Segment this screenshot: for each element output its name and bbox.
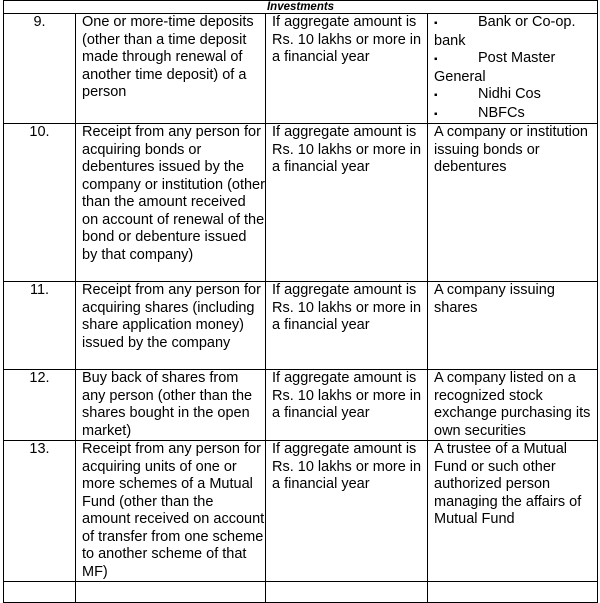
reporting-entity: A company listed on a recognized stock exchange purchasing its own securities [428,370,598,441]
serial-number: 13. [4,441,76,582]
filer-list [434,14,597,123]
table-row [4,14,598,124]
list-item [434,50,597,86]
investments-table [3,0,598,603]
threshold-amount: If aggregate amount is Rs. 10 lakhs or more in a financial year [266,441,428,582]
threshold-amount: If aggregate amount is Rs. 10 lakhs or more in a financial year [266,370,428,441]
list-item [434,86,597,105]
bullet-icon [434,50,470,69]
list-item [434,14,597,50]
table-row [4,441,598,582]
serial-number: 10. [4,124,76,282]
filer-label: Post Master General [434,50,556,85]
transaction-nature: One or more-time deposits (other than a time deposit made through renewal of another time deposit) of a person [76,14,266,124]
list-item [434,105,597,124]
bullet-icon [434,14,470,33]
threshold-amount: If aggregate amount is Rs. 10 lakhs or more in a financial year [266,124,428,282]
table-row [4,124,598,282]
transaction-nature: Buy back of shares from any person (other than the shares bought in the open market) [76,370,266,441]
filer-label: Bank or Co-op. bank [434,14,576,49]
serial-number: 11. [4,282,76,370]
filer-label: Nidhi Cos [478,86,541,102]
transaction-nature: Receipt from any person for acquiring shares (including share application money) issued by the company [76,282,266,370]
table-row [4,282,598,370]
transaction-nature: Receipt from any person for acquiring units of one or more schemes of a Mutual Fund (other than the amount received on account of transfer from one scheme to another scheme of that MF) [76,441,266,582]
bullet-icon [434,86,470,105]
transaction-nature: Receipt from any person for acquiring bonds or debentures issued by the company or institution (other than the amount received on account of renewal of the bond or debenture issued by that company) [76,124,266,282]
bullet-icon [434,105,470,124]
threshold-amount: If aggregate amount is Rs. 10 lakhs or more in a financial year [266,14,428,124]
reporting-entity: A trustee of a Mutual Fund or such other authorized person managing the affairs of Mutual Fund [428,441,598,582]
section-header-row [4,1,598,14]
serial-number: 12. [4,370,76,441]
reporting-entity: A company issuing shares [428,282,598,370]
section-title: Investments [4,1,598,14]
reporting-entities [428,14,598,124]
table-row [4,370,598,441]
filer-label: NBFCs [478,104,525,121]
reporting-entity: A company or institution issuing bonds or debentures [428,124,598,282]
threshold-amount: If aggregate amount is Rs. 10 lakhs or more in a financial year [266,282,428,370]
serial-number: 9. [4,14,76,124]
